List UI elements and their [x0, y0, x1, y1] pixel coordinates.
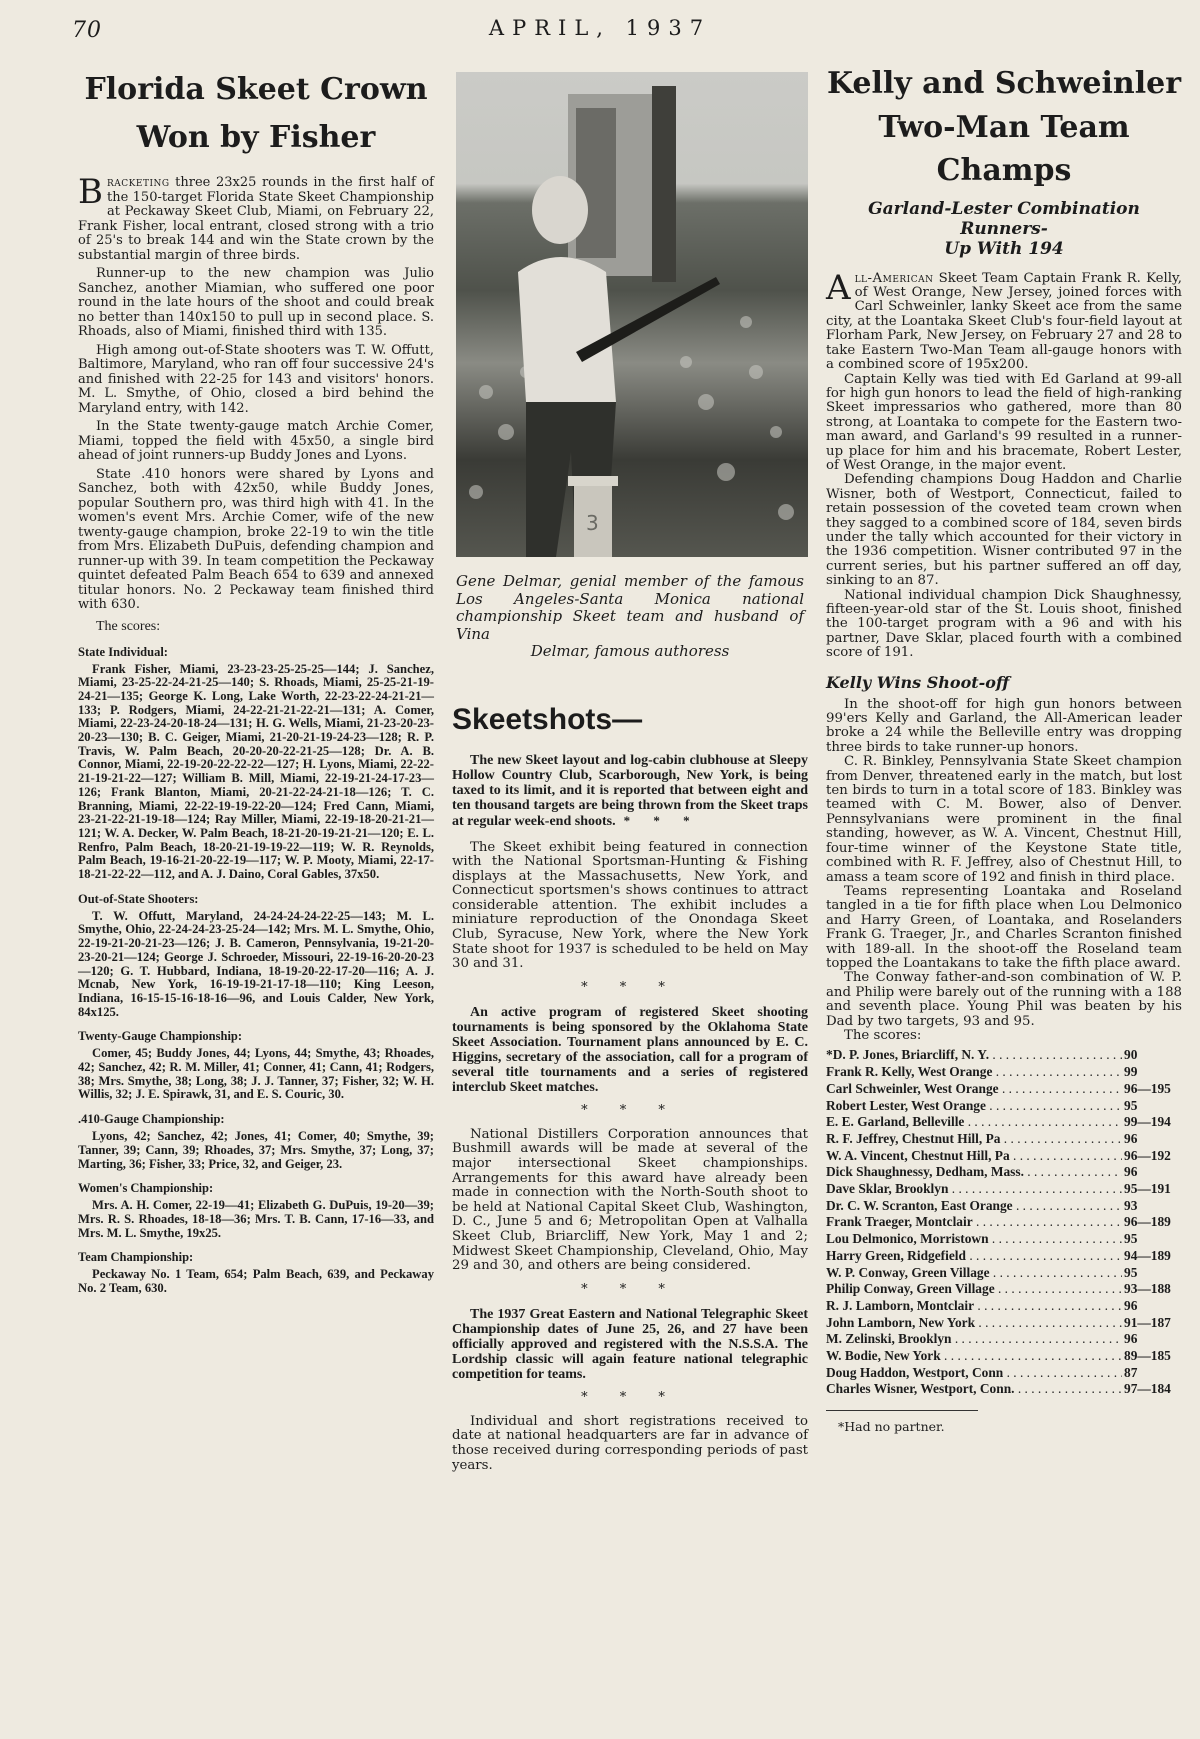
score-name: Frank R. Kelly, West Orange . . . [826, 1064, 1122, 1081]
score-row [826, 1098, 1182, 1115]
score-name: Doug Haddon, Westport, Conn . . . [826, 1365, 1122, 1382]
page-header [0, 14, 1200, 46]
kelly-paragraph-3: Defending champions Doug Haddon and Charlie Wisner, both of Westport, Connecticut, failed to retain possession of the coveted team crown when they sagged to a combined score of 184, seven birds under the tally which accounted for their victory in the 1936 competition. Wisner contributed 97 in the current series, but his partner suffered an off day, sinking to an 87. [826, 472, 1182, 589]
skeetshots-item-1: The new Skeet layout and log-cabin clubhouse at Sleepy Hollow Country Club, Scarborough, New York, is being taxed to its limit, and it is reported that between eight and ten thousand targets are being thrown from the Skeet traps at regular week-end shoots. * * * [452, 752, 808, 829]
florida-paragraph-4: In the State twenty-gauge match Archie Comer, Miami, topped the field with 45x50, a single bird ahead of joint runners-up Buddy Jones and Lyons. [78, 419, 434, 463]
skeetshots-body [452, 753, 808, 1474]
florida-paragraph-5: State .410 honors were shared by Lyons and Sanchez, both with 42x50, while Buddy Jones, popular Southern pro, was third high with 41. In the women's event Mrs. Archie Comer, wife of the new twenty-gauge champion, broke 22-19 to win the title from Mrs. Elizabeth DuPuis, defending champion and runner-up with 39. In team competition the Peckaway quintet defeated Palm Beach 654 to 639 and annexed titular honors. No. 2 Peckaway team finished third with 630. [78, 466, 435, 612]
photo-gene-delmar [456, 72, 808, 557]
results-heading: Team Championship: [78, 1250, 194, 1265]
skeetshots-item-6: Individual and short registrations received to date at national headquarters are far in advance of those received during corresponding periods of past years. [452, 1413, 808, 1473]
lead-smallcaps: racketing [107, 175, 170, 190]
score-row [826, 1148, 1182, 1165]
score-value: 95 [1124, 1264, 1138, 1280]
florida-scores-label: The scores: [96, 618, 161, 634]
caption-last-line: Delmar, famous authoress [530, 642, 730, 660]
score-value: 96—192 [1124, 1147, 1171, 1163]
results-text: T. W. Offutt, Maryland, 24-24-24-24-22-25—143; M. L. Smythe, Ohio, 22-24-24-23-25-24—142; Mrs. M. L. Smythe, Ohio, 22-19-21-20-21-23—126; J. B. Cameron, Pennsylvania, 19-21-20-23-20-21—124; George J. Schroeder, Missouri, 22-19-16-20-20-23—120; G. T. Hubbard, Indiana, 18-19-20-22-17-20—116; A. J. Mcnab, New York, 16-19-19-21-17-18—110; King Leeson, Indiana, 16-15-15-16-18-16—96, and Louis Calder, New York, 84x125. [78, 908, 434, 1019]
score-name: Lou Delmonico, Morristown . . . [826, 1231, 1122, 1248]
score-value: 99—194 [1124, 1114, 1171, 1130]
florida-headline [78, 66, 434, 162]
kelly-paragraph-7: Teams representing Loantaka and Roseland tangled in a tie for fifth place when Lou Delmonico and Harry Green, of Loantaka, and Roselanders Frank G. Traeger, Jr., and Charles Scranton finished with 189-all. In the shoot-off the Roseland team topped the Loantakans to take the fifth place award. [826, 883, 1182, 971]
score-value: 96—189 [1124, 1214, 1171, 1230]
skeetshots-item-2: The Skeet exhibit being featured in connection with the National Sportsman-Hunting & Fishing displays at the Massachusetts, New York, and Connecticut sportsmen's shows continues to attract considerable attention. The exhibit includes a miniature reproduction of the Onondaga Skeet Club, Syracuse, New York, where the New York State shoot for 1937 is scheduled to be held on May 30 and 31. [452, 839, 808, 972]
florida-headline-line2: Won by Fisher [136, 120, 376, 155]
separator-stars: * * * [581, 1389, 679, 1405]
kelly-paragraph-2: Captain Kelly was tied with Ed Garland at 99-all for high gun honors to lead the field of high-ranking Skeet impressarios who gathered, more than 80 strong, at Loantaka to compete for the Eastern two-man award, and Garland's 99 resulted in a runner-up place for him and his bracemate, Robert Lester, of West Orange, in the major event. [826, 371, 1182, 473]
score-row [826, 1131, 1182, 1148]
results-text: Frank Fisher, Miami, 23-23-23-25-25-25—144; J. Sanchez, Miami, 23-25-22-24-21-25—140; S. Rhoads, Miami, 25-25-21-19-24-21—135; George K. Long, Lake Worth, 22-23-22-24-21-21—133; P. Rodgers, Miami, 24-22-21-21-22-21—131; A. Comer, Miami, 22-23-24-20-18-24—131; H. G. Wells, Miami, 21-23-20-23-20-23—130; B. C. Geiger, Miami, 21-20-21-19-24-23—128; R. P. Travis, W. Palm Beach, 20-20-20-22-21-25—128; Dr. A. B. Connor, Miami, 22-19-20-22-22-22—127; H. Lyons, Miami, 22-22-21-19-21-22—127; William B. Mill, Miami, 22-19-21-24-17-23—126; Frank Blanton, Miami, 20-21-22-24-21-18—126; T. C. Branning, Miami, 22-22-19-19-22-20—124; Fred Cann, Miami, 23-21-22-21-19-18—124; Ray Miller, Miami, 22-19-18-20-21-21—121; W. A. Decker, W. Palm Beach, 18-21-20-19-21-21—120; E. L. Renfro, Palm Beach, 18-20-21-19-19-22—119; W. R. Reynolds, Palm Beach, 19-16-21-20-22-19—117; W. P. Mooty, Miami, 22-17-18-21-22-22—112, and A. J. Daino, Coral Gables, 37x50. [78, 661, 434, 882]
score-name: R. J. Lamborn, Montclair . . . [826, 1298, 1122, 1315]
results-heading: Women's Championship: [78, 1181, 214, 1196]
score-row [826, 1248, 1182, 1265]
kelly-scores-label: The scores: [844, 1027, 922, 1043]
score-row [826, 1081, 1182, 1098]
footnote: *Had no partner. [826, 1410, 978, 1434]
score-row [826, 1348, 1182, 1365]
kelly-paragraph-5: In the shoot-off for high gun honors between 99'ers Kelly and Garland, the All-American leader broke a 24 while the Belleville entry was dropping three birds to take runner-up honors. [826, 696, 1182, 755]
separator-stars: * * * [581, 979, 679, 995]
score-row [826, 1315, 1182, 1332]
center-column [452, 72, 808, 1473]
score-name: Robert Lester, West Orange . . . [826, 1098, 1122, 1115]
score-row [826, 1164, 1182, 1181]
post-number: 3 [586, 511, 599, 535]
score-name: Dr. C. W. Scranton, East Orange . . . [826, 1198, 1122, 1215]
skeetshots-item-4: National Distillers Corporation announces that Bushmill awards will be made at several of the major intersectional Skeet championships. Arrangements for this award have already been made in connection with the North-South shoot to be held at National Capital Skeet Club, Washington, D. C., June 5 and 6; Metropolitan Open at Valhalla Skeet Club, Briarcliff, New York, May 1 and 2; Midwest Skeet Championship, Cleveland, Ohio, May 29 and 30, and others are being considered. [452, 1126, 808, 1274]
results-heading: State Individual: [78, 644, 168, 659]
caption-text: Gene Delmar, genial member of the famous Los Angeles-Santa Monica national championship Skeet team and husband of Vina [456, 572, 804, 643]
separator-stars: * * * [623, 812, 700, 828]
score-name: Harry Green, Ridgefield . . . [826, 1248, 1122, 1265]
separator-stars: * * * [581, 1281, 679, 1297]
kelly-p1-text: Skeet Team Captain Frank R. Kelly, of West Orange, New Jersey, joined forces with Carl Schweinler, lanky Skeet ace from the same city, at the Loantaka Skeet Club's four-field layout at Florham Park, New Jersey, on February 27 and 28 to take Eastern Two-Man Team all-gauge honors with a combined score of 195x200. [826, 270, 1182, 373]
score-value: 95 [1124, 1231, 1138, 1247]
kelly-article [826, 62, 1182, 1434]
score-name: *D. P. Jones, Briarcliff, N. Y. . . . [826, 1047, 1122, 1064]
score-name: Dave Sklar, Brooklyn . . . [826, 1181, 1122, 1198]
score-name: Philip Conway, Green Village . . . [826, 1281, 1122, 1298]
score-row [826, 1064, 1182, 1081]
dropcap: A [826, 267, 851, 308]
florida-paragraph-2: Runner-up to the new champion was Julio Sanchez, another Miamian, who suffered one poor round in the late hours of the shoot and could break no better than 140x150 to pull up in second place. S. Rhoads, also of Miami, finished third with 135. [78, 266, 434, 339]
score-row [826, 1331, 1182, 1348]
score-row [826, 1265, 1182, 1282]
score-row [826, 1047, 1182, 1064]
score-value: 95—191 [1124, 1181, 1171, 1197]
score-row [826, 1381, 1182, 1398]
score-value: 93—188 [1124, 1281, 1171, 1297]
results-heading: Twenty-Gauge Championship: [78, 1029, 243, 1044]
skeetshots-headline: Skeetshots— [452, 702, 643, 736]
score-name: W. Bodie, New York . . . [826, 1348, 1122, 1365]
kelly-body [826, 267, 1182, 1044]
photo-illustration [456, 72, 808, 557]
score-value: 89—185 [1124, 1348, 1171, 1364]
score-row [826, 1214, 1182, 1231]
score-name: Carl Schweinler, West Orange . . . [826, 1081, 1122, 1098]
dropcap: B [78, 172, 103, 212]
man-head [532, 176, 588, 244]
florida-paragraph-3: High among out-of-State shooters was T. W. Offutt, Baltimore, Maryland, who ran off four successive 24's and finished with 22-25 for 143 and visitors' honors. M. L. Smythe, of Ohio, closed a bird behind the Maryland entry, with 142. [78, 342, 434, 416]
kelly-headline [826, 62, 1182, 193]
score-row [826, 1298, 1182, 1315]
florida-paragraph-1 [78, 172, 434, 263]
score-name: Frank Traeger, Montclair . . . [826, 1214, 1122, 1231]
score-value: 96 [1124, 1297, 1138, 1313]
results-text: Comer, 45; Buddy Jones, 44; Lyons, 44; Smythe, 43; Rhoades, 42; Sanchez, 42; R. M. Miller, 41; Conner, 41; Cann, 41; Rodgers, 38; Mrs. Smythe, 38; Long, 38; J. J. Tanner, 37; Fisher, 32; W. H. Willis, 32; J. E. Spirawk, 31, and E. S. Couric, 30. [78, 1046, 434, 1102]
score-value: 94—189 [1124, 1247, 1171, 1263]
kelly-headline-line1: Kelly and Schweinler [827, 66, 1181, 101]
score-value: 95 [1124, 1097, 1138, 1113]
score-row [826, 1198, 1182, 1215]
score-value: 93 [1124, 1197, 1138, 1213]
score-name: M. Zelinski, Brooklyn . . . [826, 1331, 1122, 1348]
separator-stars: * * * [581, 1102, 679, 1118]
kelly-paragraph-1 [826, 267, 1182, 373]
score-value: 96 [1124, 1130, 1138, 1146]
score-name: W. P. Conway, Green Village . . . [826, 1265, 1122, 1282]
score-value: 96 [1124, 1164, 1138, 1180]
kelly-headline-line2: Two-Man Team [878, 109, 1130, 145]
score-row [826, 1114, 1182, 1131]
photo-caption [456, 573, 804, 661]
issue-date: APRIL, 1937 [488, 16, 712, 40]
score-value: 91—187 [1124, 1314, 1171, 1330]
kelly-deck-line2: Up With 194 [944, 239, 1064, 260]
score-name: E. E. Garland, Belleville . . . [826, 1114, 1122, 1131]
kelly-score-table [826, 1047, 1182, 1398]
score-row [826, 1181, 1182, 1198]
results-heading: Out-of-State Shooters: [78, 891, 199, 906]
score-value: 96 [1124, 1331, 1138, 1347]
score-value: 99 [1124, 1064, 1138, 1080]
page-number: 70 [72, 18, 102, 43]
results-text: Mrs. A. H. Comer, 22-19—41; Elizabeth G. DuPuis, 19-20—39; Mrs. R. S. Rhoades, 18-18—36; Mrs. T. B. Cann, 17-16—33, and Mrs. M. L. Smythe, 19x25. [78, 1198, 434, 1240]
florida-p1-text: three 23x25 rounds in the first half of the 150-target Florida State Skeet Championship at Peckaway Skeet Club, Miami, on February 22, Frank Fisher, local entrant, closed strong with a trio of 25's to break 144 and win the State crown by the substantial margin of three birds. [78, 175, 434, 263]
kelly-paragraph-6: C. R. Binkley, Pennsylvania State Skeet champion from Denver, threatened early in the match, but lost ten birds to turn in a total score of 183. Binkley was teamed with C. M. Bower, also of Denver. Pennsylvanians were prominent in the final standing, however, as W. A. Vincent, Chestnut Hill, four-time winner of the Keystone State title, combined with R. F. Jeffrey, also of Chestnut Hill, to amass a team score of 192 and finish in third place. [826, 754, 1182, 885]
lead-smallcaps: ll-American [854, 270, 934, 286]
results-heading: .410-Gauge Championship: [78, 1112, 225, 1127]
florida-article [78, 62, 434, 1300]
man-shirt [518, 257, 616, 402]
florida-body [78, 172, 435, 613]
kelly-subhead: Kelly Wins Shoot-off [826, 672, 1010, 692]
florida-results [78, 645, 434, 1296]
score-name: John Lamborn, New York . . . [826, 1315, 1122, 1332]
kelly-paragraph-8: The Conway father-and-son combination of W. P. and Philip were barely out of the running with a 188 and seventh place. Young Phil was beaten by his Dad by two targets, 93 and 95. [826, 970, 1182, 1029]
score-value: 97—184 [1124, 1381, 1171, 1397]
score-name: Charles Wisner, Westport, Conn. . . . [826, 1381, 1122, 1398]
skeetshots-item-5: The 1937 Great Eastern and National Telegraphic Skeet Championship dates of June 25, 26, and 27 have been officially approved and registered with the N.S.S.A. The Lordship classic will again feature national telegraphic competition for teams. [452, 1306, 808, 1382]
score-row [826, 1231, 1182, 1248]
score-row [826, 1281, 1182, 1298]
kelly-deck [826, 199, 1182, 260]
skeetshots-item-3: An active program of registered Skeet shooting tournaments is being sponsored by the Oklahoma State Skeet Association. Tournament plans announced by E. C. Higgins, secretary of the association, call for a program of several title tournaments and a series of registered interclub Skeet matches. [452, 1004, 808, 1095]
score-value: 90 [1124, 1047, 1138, 1063]
score-name: W. A. Vincent, Chestnut Hill, Pa . . . [826, 1148, 1122, 1165]
score-name: R. F. Jeffrey, Chestnut Hill, Pa . . . [826, 1131, 1122, 1148]
score-value: 87 [1124, 1364, 1138, 1380]
results-text: Peckaway No. 1 Team, 654; Palm Beach, 639, and Peckaway No. 2 Team, 630. [78, 1267, 434, 1296]
kelly-deck-line1: Garland-Lester Combination Runners- [868, 198, 1140, 239]
kelly-paragraph-4: National individual champion Dick Shaughnessy, fifteen-year-old star of the St. Louis shoot, finished the 100-target program with a 96 and with his partner, Dave Sklar, placed fourth with a combined score of 191. [826, 587, 1182, 661]
results-text: Lyons, 42; Sanchez, 42; Jones, 41; Comer, 40; Smythe, 39; Tanner, 39; Cann, 39; Rhoades, 37; Mrs. Smythe, 37; Long, 37; Marting, 36; Fisher, 33; Price, 32, and Geiger, 23. [78, 1129, 434, 1171]
florida-headline-line1: Florida Skeet Crown [84, 72, 428, 107]
kelly-headline-line3: Champs [936, 153, 1072, 188]
score-row [826, 1365, 1182, 1382]
score-name: Dick Shaughnessy, Dedham, Mass. . . . [826, 1164, 1122, 1181]
score-value: 96—195 [1124, 1080, 1171, 1096]
